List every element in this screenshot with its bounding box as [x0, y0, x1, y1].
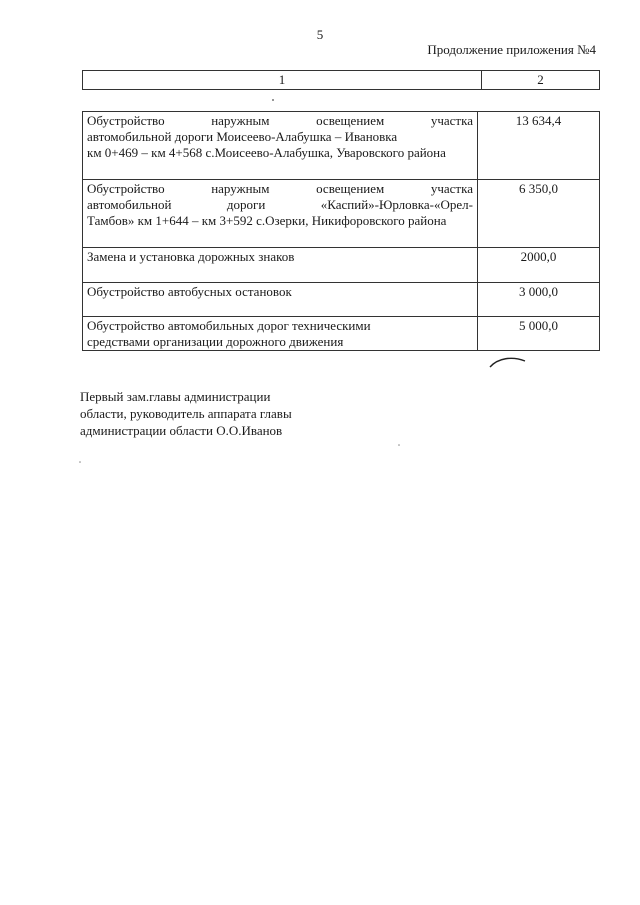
row-description [83, 283, 478, 317]
description-line: Обустройство наружным освещением участка [87, 113, 473, 128]
scan-speck [397, 443, 401, 447]
column-header-row [83, 71, 600, 90]
description-line: км 0+469 – км 4+568 с.Моисеево-Алабушка, Уваровского района [87, 145, 446, 160]
description-line: средствами организации дорожного движения [87, 334, 344, 349]
row-description [83, 180, 478, 248]
row-description [83, 112, 478, 180]
description-line: автомобильной дороги «Каспий»-Юрловка-«Орел- [87, 197, 473, 212]
description-line: Обустройство автомобильных дорог техническими [87, 318, 371, 333]
column-number-2: 2 [482, 71, 600, 90]
row-amount: 2000,0 [478, 248, 600, 283]
row-description [83, 248, 478, 283]
signature-line: области, руководитель аппарата главы [80, 406, 292, 421]
row-amount: 6 350,0 [478, 180, 600, 248]
description-line: Обустройство автобусных остановок [87, 284, 292, 299]
row-amount: 13 634,4 [478, 112, 600, 180]
table-row [83, 248, 600, 283]
row-amount: 5 000,0 [478, 317, 600, 351]
column-number-1: 1 [83, 71, 482, 90]
table-row [83, 317, 600, 351]
works-table [82, 111, 600, 351]
table-row [83, 180, 600, 248]
table-row [83, 283, 600, 317]
column-header-table [82, 70, 600, 90]
row-description [83, 317, 478, 351]
description-line: Замена и установка дорожных знаков [87, 249, 295, 264]
description-line: Тамбов» км 1+644 – км 3+592 с.Озерки, Никифоровского района [87, 213, 447, 228]
scan-speck [78, 460, 82, 464]
signature-block [80, 388, 292, 439]
scan-speck [270, 97, 276, 103]
signature-line: администрации области О.О.Иванов [80, 423, 283, 438]
description-line: Обустройство наружным освещением участка [87, 181, 473, 196]
appendix-continuation-note: Продолжение приложения №4 [427, 42, 596, 57]
row-amount: 3 000,0 [478, 283, 600, 317]
signature-line: Первый зам.главы администрации [80, 389, 271, 404]
description-line: автомобильной дороги Моисеево-Алабушка – Ивановка [87, 129, 398, 144]
table-row [83, 112, 600, 180]
page-number: 5 [316, 27, 324, 42]
initials-stroke-mark [488, 354, 528, 370]
